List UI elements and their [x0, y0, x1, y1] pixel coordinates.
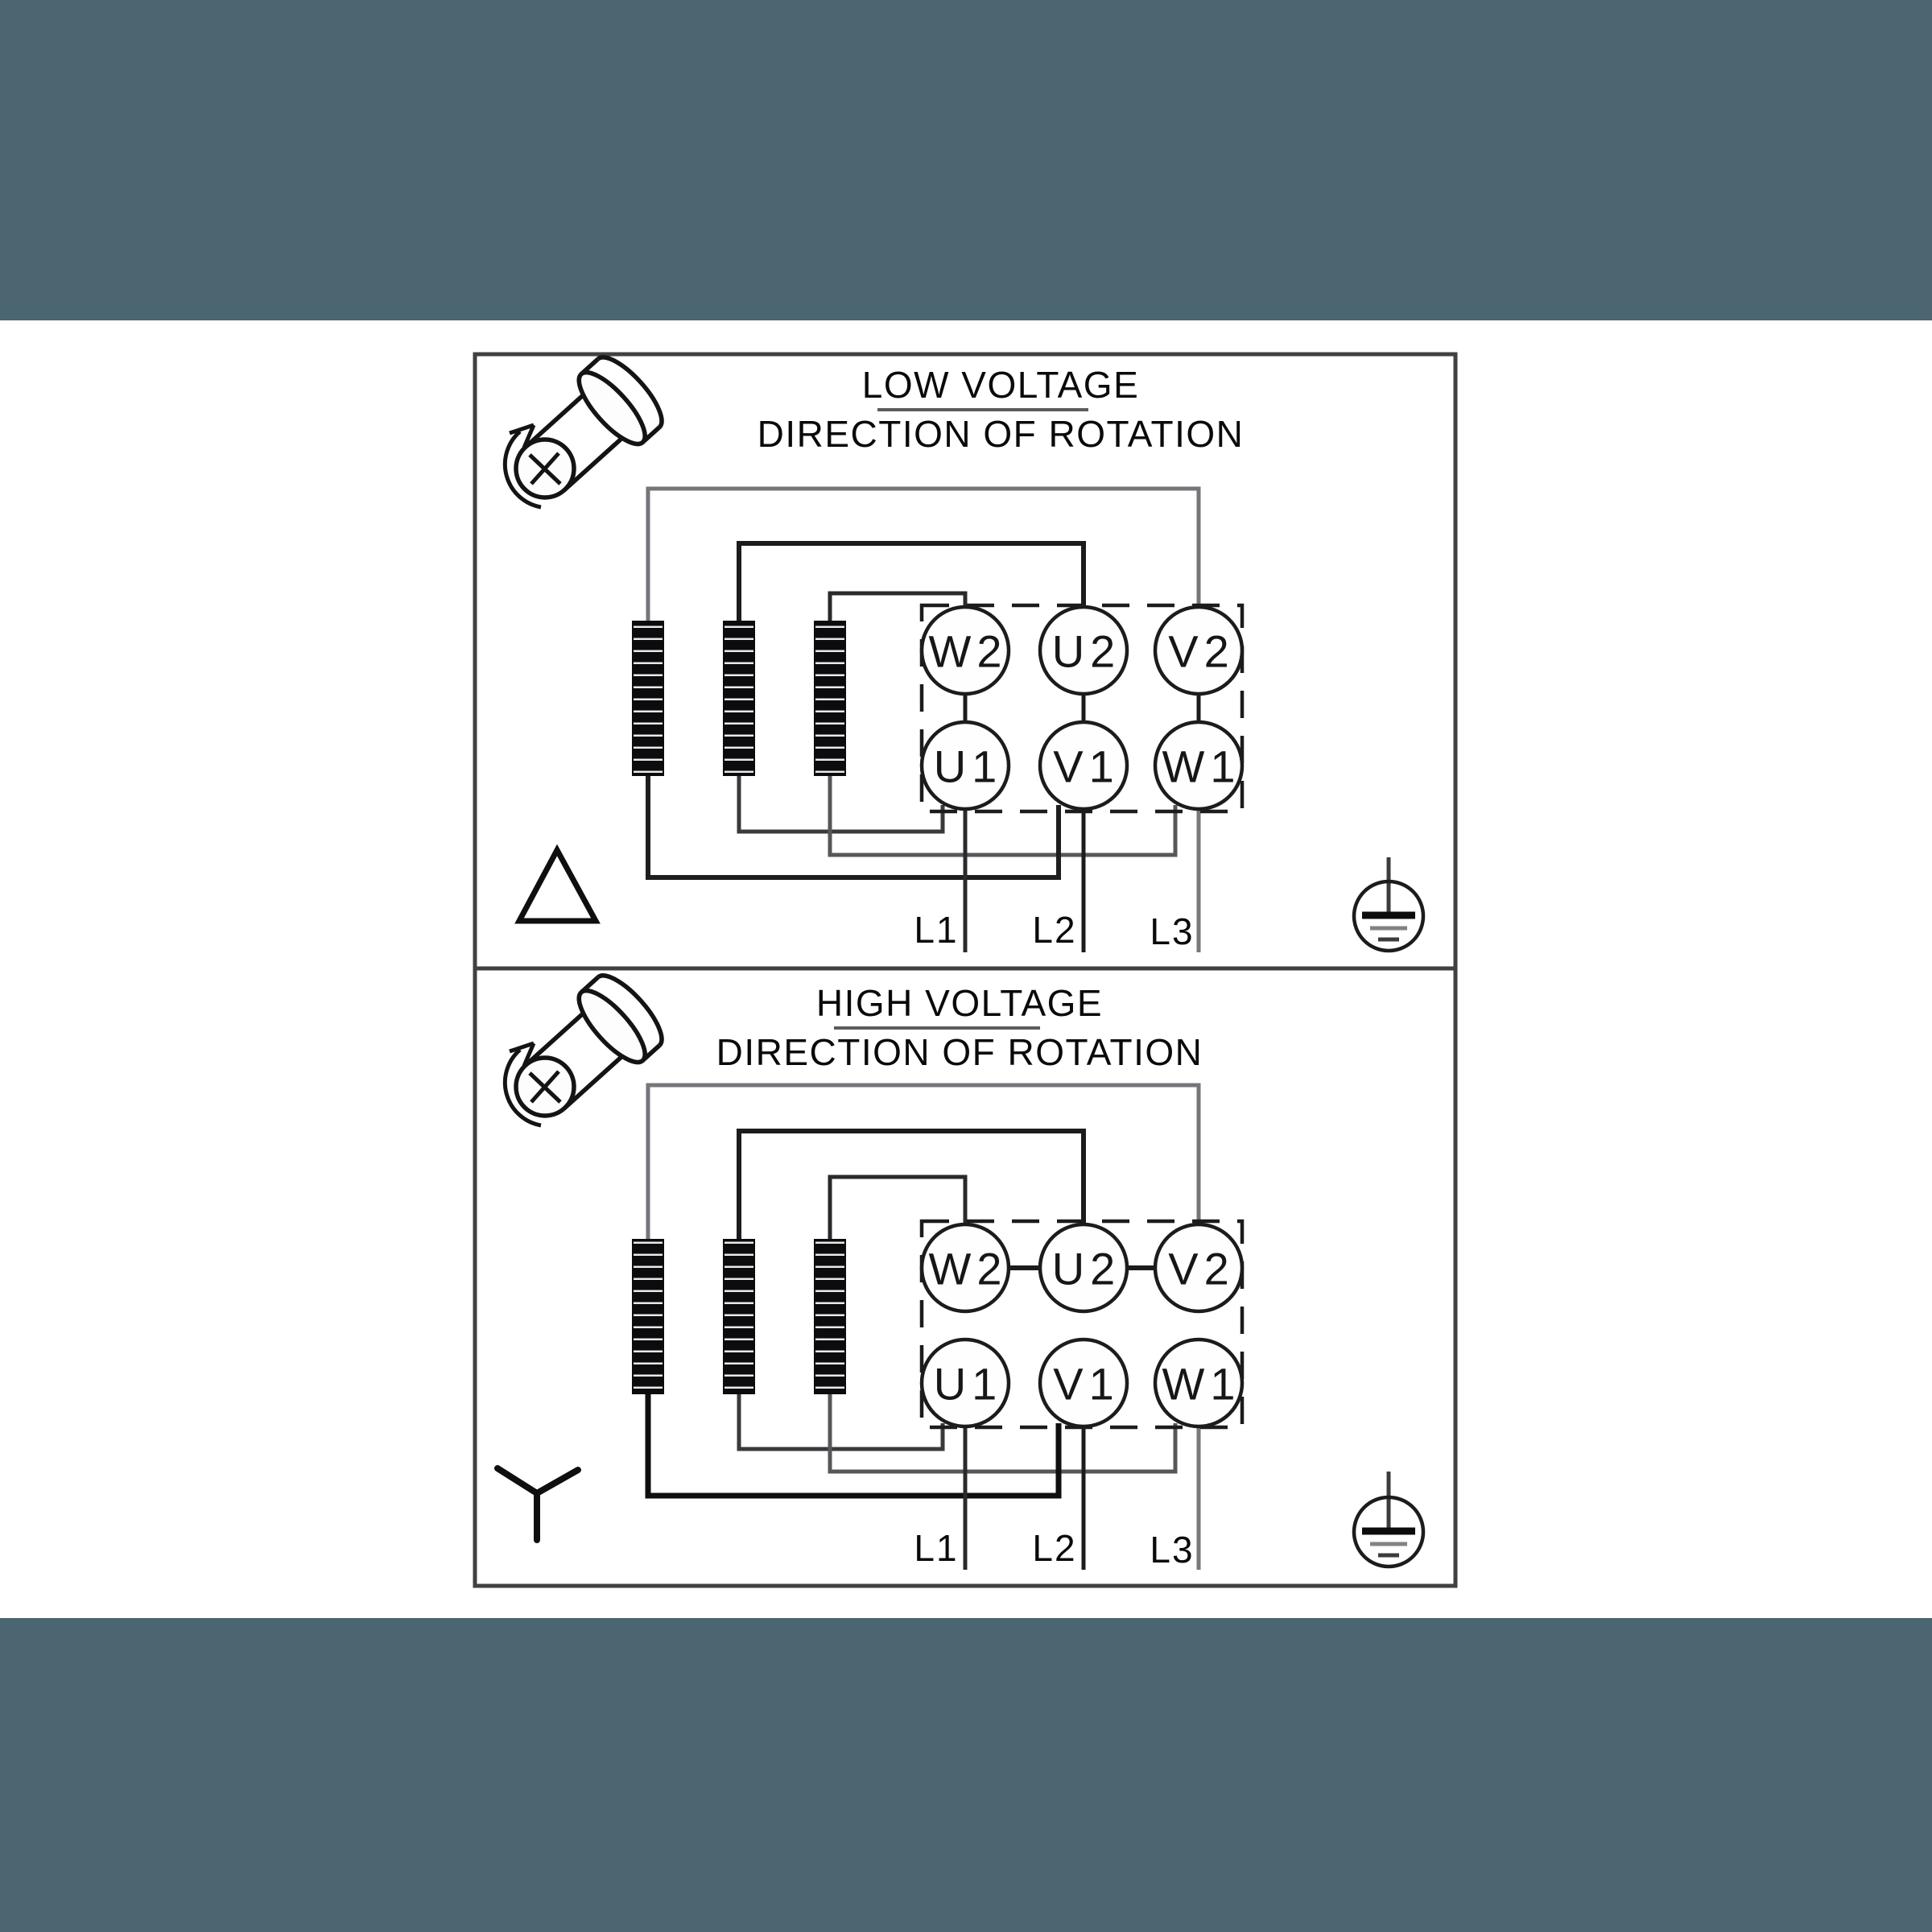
high-voltage-title: HIGH VOLTAGE — [815, 982, 1104, 1024]
terminal-label-u1-low: U1 — [933, 741, 1003, 792]
line-label-l2-high: L2 — [1032, 1527, 1077, 1569]
terminal-label-w2-high: W2 — [928, 1243, 1008, 1294]
ground-icon — [1354, 1472, 1423, 1567]
low-voltage-subtitle: DIRECTION OF ROTATION — [757, 413, 1245, 455]
terminal-label-v1-low: V1 — [1053, 741, 1120, 792]
low-voltage-title: LOW VOLTAGE — [861, 364, 1140, 406]
delta-symbol-icon — [519, 850, 596, 921]
terminal-label-u2-low: U2 — [1051, 625, 1121, 677]
terminal-label-w2-low: W2 — [928, 625, 1008, 677]
line-label-l2-low: L2 — [1032, 909, 1077, 951]
screw-rotation-icon — [505, 349, 671, 507]
terminal-label-w1-high: W1 — [1162, 1358, 1241, 1410]
ground-icon — [1354, 857, 1423, 951]
terminal-label-v1-high: V1 — [1053, 1358, 1120, 1410]
terminal-label-v2-low: V2 — [1168, 625, 1235, 677]
winding-coils — [633, 621, 845, 775]
low-voltage-wiring — [633, 489, 1242, 952]
line-label-l3-high: L3 — [1150, 1529, 1195, 1571]
winding-coils — [633, 1240, 845, 1393]
low-voltage-title-underline — [877, 408, 1088, 411]
line-label-l1-low: L1 — [914, 909, 959, 951]
high-voltage-title-underline — [834, 1026, 1040, 1030]
line-label-l3-low: L3 — [1150, 910, 1195, 952]
terminal-label-u1-high: U1 — [933, 1358, 1003, 1410]
high-voltage-subtitle: DIRECTION OF ROTATION — [716, 1031, 1203, 1073]
terminal-label-v2-high: V2 — [1168, 1243, 1235, 1294]
terminal-label-u2-high: U2 — [1051, 1243, 1121, 1294]
delta-column-links — [965, 694, 1199, 722]
line-label-l1-high: L1 — [914, 1527, 959, 1569]
terminal-label-w1-low: W1 — [1162, 741, 1241, 792]
high-voltage-wiring — [633, 1085, 1242, 1570]
star-symbol-icon — [497, 1468, 578, 1540]
